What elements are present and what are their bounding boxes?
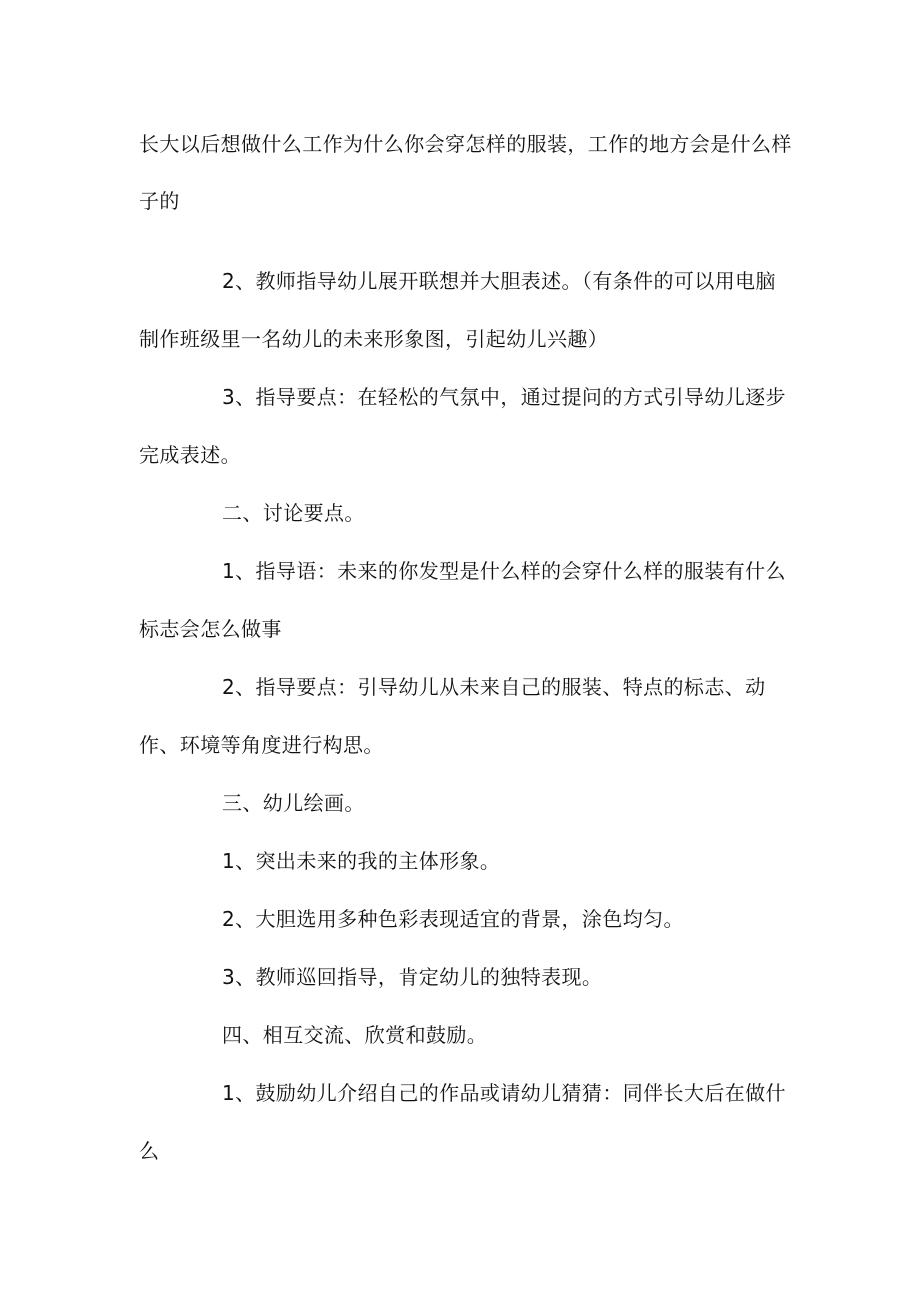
numbered-item: 3、教师巡回指导，肯定幼儿的独特表现。 [222, 965, 603, 989]
text-line: 子的 [139, 189, 180, 213]
numbered-item: 2、指导要点：引导幼儿从未来自己的服装、特点的标志、动 [222, 675, 766, 699]
section-heading: 三、幼儿绘画。 [222, 791, 365, 815]
text-line: 作、环境等角度进行构思。 [139, 733, 384, 757]
text-line: 完成表述。 [139, 443, 241, 467]
text-line: 长大以后想做什么工作为什么你会穿怎样的服装，工作的地方会是什么样 [139, 132, 792, 156]
numbered-item: 1、指导语：未来的你发型是什么样的会穿什么样的服装有什么 [222, 559, 786, 583]
numbered-item: 3、指导要点：在轻松的气氛中，通过提问的方式引导幼儿逐步 [222, 385, 786, 409]
section-heading: 四、相互交流、欣赏和鼓励。 [222, 1023, 488, 1047]
text-line: 么 [139, 1139, 160, 1163]
numbered-item: 2、教师指导幼儿展开联想并大胆表述。（有条件的可以用电脑 [222, 269, 776, 293]
numbered-item: 2、大胆选用多种色彩表现适宜的背景，涂色均匀。 [222, 907, 684, 931]
text-line: 标志会怎么做事 [139, 617, 282, 641]
section-heading: 二、讨论要点。 [222, 501, 365, 525]
numbered-item: 1、鼓励幼儿介绍自己的作品或请幼儿猜猜：同伴长大后在做什 [222, 1081, 786, 1105]
text-line: 制作班级里一名幼儿的未来形象图，引起幼儿兴趣） [139, 327, 609, 351]
numbered-item: 1、突出未来的我的主体形象。 [222, 849, 501, 873]
